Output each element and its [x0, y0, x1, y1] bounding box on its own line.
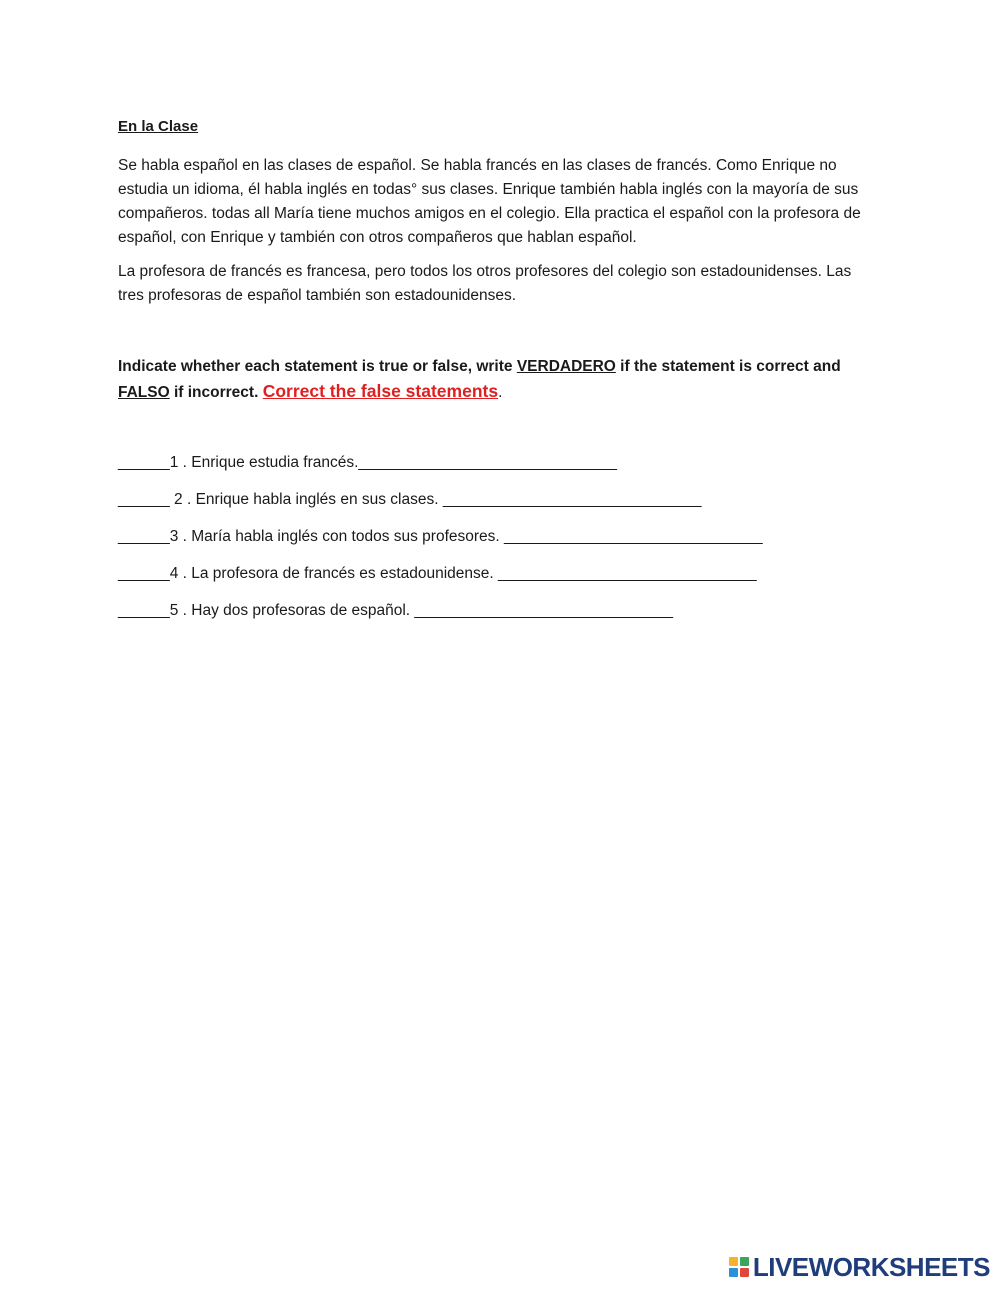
statement-list: [118, 452, 878, 637]
reading-paragraph-1: Se habla español en las clases de español. Se habla francés en las clases de francés. Como Enrique no estudia un idioma, él habla inglés en todas° sus clases. Enrique también habla inglés con la mayoría de sus compañeros. todas all María tiene muchos amigos en el colegio. Ella practica el español con la profesora de español, con Enrique y también con otros compañeros que hablan español.: [118, 157, 861, 246]
statement-5[interactable]: ______5 . Hay dos profesoras de español. ______________________________: [118, 602, 674, 619]
liveworksheets-logo-icon: [729, 1257, 749, 1277]
reading-paragraph-2: La profesora de francés es francesa, pero todos los otros profesores del colegio son estadounidenses. Las tres profesoras de español también son estadounidenses.: [118, 263, 852, 304]
statement-1[interactable]: ______1 . Enrique estudia francés.______________________________: [118, 454, 618, 471]
worksheet-page: [118, 116, 878, 637]
logo-square-4: [740, 1268, 749, 1277]
instructions-text-3: if incorrect.: [169, 384, 263, 401]
instructions-text-1: Indicate whether each statement is true or false, write: [118, 358, 517, 375]
instructions-end: .: [498, 384, 503, 401]
logo-square-2: [740, 1257, 749, 1266]
instructions: [118, 354, 878, 405]
statement-3[interactable]: ______3 . María habla inglés con todos sus profesores. ______________________________: [118, 528, 763, 545]
correct-false-statements-text: Correct the false statements: [262, 381, 499, 401]
logo-text: LIVEWORKSHEETS: [752, 1251, 990, 1282]
liveworksheets-logo: [729, 1253, 990, 1281]
statement-2[interactable]: ______ 2 . Enrique habla inglés en sus clases. ______________________________: [118, 491, 702, 508]
falso-word: FALSO: [118, 384, 170, 401]
logo-square-1: [729, 1257, 738, 1266]
worksheet-title: En la Clase: [118, 118, 199, 135]
statement-4[interactable]: ______4 . La profesora de francés es estadounidense. ______________________________: [118, 565, 757, 582]
logo-square-3: [729, 1268, 738, 1277]
instructions-text-2: if the statement is correct and: [615, 358, 841, 375]
verdadero-word: VERDADERO: [516, 358, 616, 375]
